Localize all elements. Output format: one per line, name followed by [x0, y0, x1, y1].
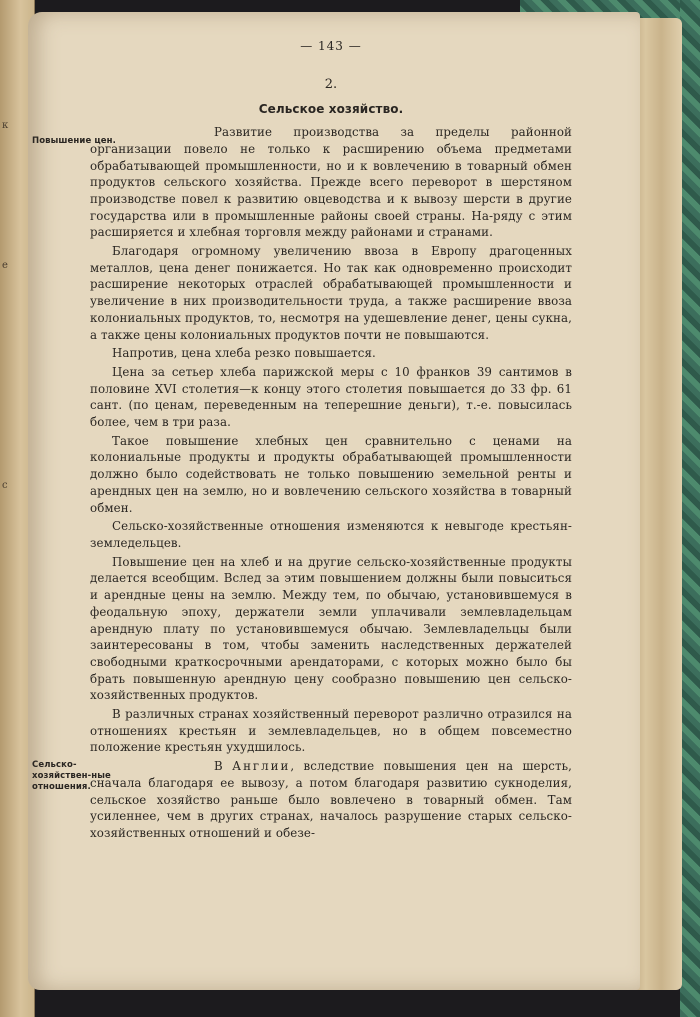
section-title: Сельское хозяйство.	[258, 102, 404, 117]
margin-fragment: к	[2, 120, 9, 131]
paragraph: Напротив, цена хлеба резко повышается.	[112, 346, 376, 361]
paragraph-with-note	[32, 758, 572, 842]
sidenote-rise: Повышение цен.	[32, 136, 116, 147]
spaced-emphasis: Англии	[232, 759, 291, 774]
margin-fragment: с	[2, 480, 8, 491]
sidenote-relations: Сельско-хозяйствен-ные отношения.	[32, 760, 111, 793]
paragraph	[90, 758, 572, 842]
book-page	[28, 12, 640, 990]
margin-fragment: е	[2, 260, 8, 271]
paragraph: Такое повышение хлебных цен сравнительно с ценами на колониальные продукты и продукты обрабатывающей промышленности должно было содействовать не только повышению земельной ренты и арендных цен на землю, но и вовлечению сельского хозяйства в товарный обмен.	[90, 433, 572, 515]
page-number: — 143 —	[300, 39, 362, 53]
paragraph-with-note	[32, 124, 572, 241]
paragraph: В различных странах хозяйственный переворот различно отразился на отношениях крестьян и землевладельцев, но в общем повсеместно положение крестьян ухудшилось.	[90, 707, 572, 755]
paragraph: Сельско-хозяйственные отношения изменяются к невыгоде крестьян-земледельцев.	[90, 519, 572, 550]
paragraph: Цена за сетьер хлеба парижской меры с 10 франков 39 сантимов в половине XVI столетия—к концу этого столетия повышается до 33 фр. 61 сант. (по ценам, переведенным на теперешние деньги), т.-е. повысилась более, чем в три раза.	[90, 364, 572, 430]
paragraph: Повышение цен на хлеб и на другие сельско-хозяйственные продукты делается всеобщим. Вслед за этим повышением должны были повыситься и арендные цены на землю. Между тем, по обычаю, установившемуся в феодальную эпоху, держатели земли уплачивали землевладельцам арендную плату по установившемуся обычаю. Землевладельцы были заинтересованы в том, чтобы заменить наследственных держателей свободными краткосрочными арендаторами, с которых можно было бы брать повышенную арендную цену сообразно повышению цен сельско-хозяйственных продуктов.	[90, 554, 572, 703]
paragraph: Развитие производства за пределы районной организации повело не только к расширению объема предметами обрабатывающей промышленности, но и к вовлечению в товарный обмен продуктов сельского хозяйства. Прежде всего переворот в шерстяном производстве повел к развитию овцеводства и к вывозу шерсти в другие государства или в промышленные районы своей страны. На-ряду с этим расширяется и хлебная торговля между районами и странами.	[90, 125, 572, 240]
page-content	[32, 38, 572, 844]
book-cover-edge	[680, 0, 700, 1017]
paragraph-text: , вследствие повышения цен на шерсть, сначала благодаря ее вывозу, а потом благодаря развитию сукноделия, сельское хозяйство раньше было вовлечено в товарный обмен. Там усиленнее, чем в других странах, началось разрушение старых сельско-хозяйственных отношений и обезе-	[90, 759, 572, 840]
section-number: 2.	[324, 76, 338, 92]
paragraph: Благодаря огромному увеличению ввоза в Европу драгоценных металлов, цена денег понижается. Но так как одновременно происходит расширение некоторых отраслей обрабатывающей промышленности и увеличение в них производительности труда, а также расширение ввоза колониальных продуктов, то, несмотря на удешевление денег, цены сукна, а также цены колониальных продуктов почти не повышаются.	[90, 244, 572, 342]
paragraph-text: В	[214, 759, 233, 774]
